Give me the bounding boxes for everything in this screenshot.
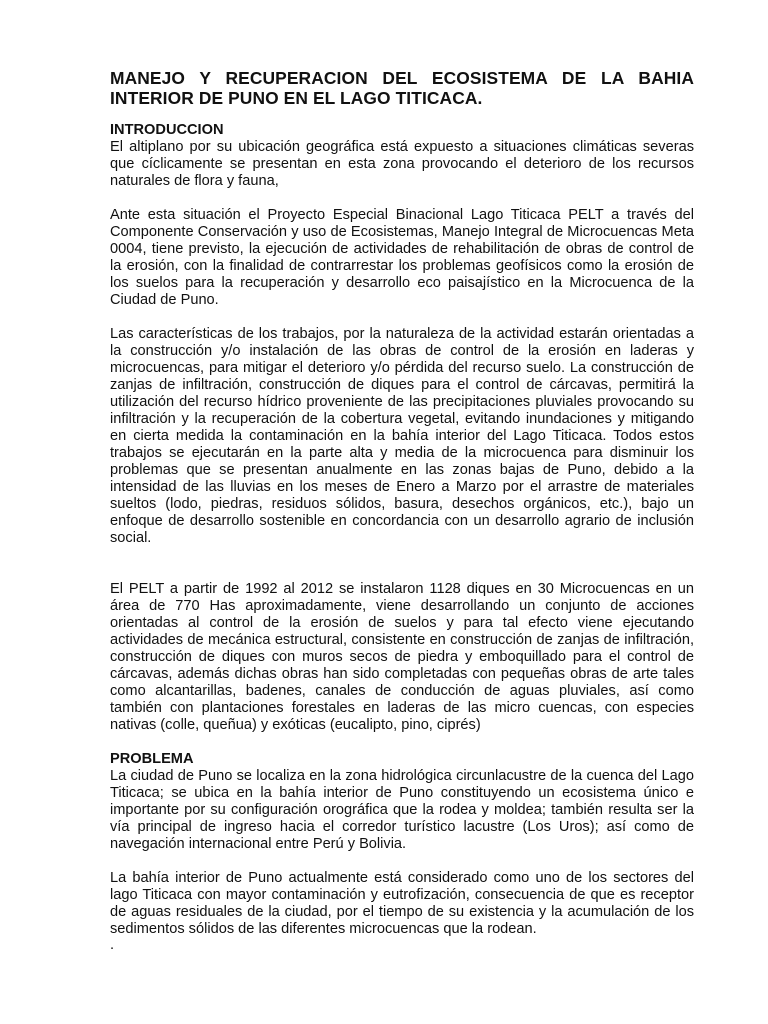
section-introduccion [110, 122, 694, 734]
section-problema [110, 751, 694, 952]
document-title-line-1: MANEJO Y RECUPERACION DEL ECOSISTEMA DE LA BAHIA [110, 68, 694, 88]
paragraph: La ciudad de Puno se localiza en la zona hidrológica circunlacustre de la cuenca del Lago Titicaca; se ubica en la bahía interior de Puno constituyendo un ecosistema único e importante por su configuración orográfica que la rodea y moldea; también resulta ser la vía principal de ingreso hacia el corredor turístico lacustre (Los Uros); así como de navegación internacional entre Perú y Bolivia. [110, 768, 694, 852]
document-title-line-2: INTERIOR DE PUNO EN EL LAGO TITICACA. [110, 88, 483, 108]
section-heading-introduccion: INTRODUCCION [110, 122, 224, 138]
paragraph: Ante esta situación el Proyecto Especial Binacional Lago Titicaca PELT a través del Componente Conservación y uso de Ecosistemas, Manejo Integral de Microcuencas Meta 0004, tiene previsto, la ejecución de actividades de rehabilitación de obras de control de la erosión, con la finalidad de contrarrestar los problemas geofísicos como la erosión de los suelos para la recuperación y desarrollo eco paisajístico en la Microcuenca de la Ciudad de Puno. [110, 207, 694, 308]
document-title [110, 68, 694, 108]
paragraph: Las características de los trabajos, por la naturaleza de la actividad estarán orientadas a la construcción y/o instalación de las obras de control de la erosión en laderas y microcuencas, para mitigar el deterioro y/o pérdida del recurso suelo. La construcción de zanjas de infiltración, construcción de diques para el control de cárcavas, permitirá la utilización del recurso hídrico proveniente de las precipitaciones pluviales provocando su infiltración y la recuperación de la cobertura vegetal, evitando inundaciones y mitigando en cierta medida la contaminación en la bahía interior del Lago Titicaca. Todos estos trabajos se ejecutarán en la parte alta y media de la microcuenca para disminuir los problemas que se presentan anualmente en las zonas bajas de Puno, debido a la intensidad de las lluvias en los meses de Enero a Marzo por el arrastre de materiales sueltos (lodo, piedras, residuos sólidos, basura, desechos orgánicos, etc.), bajo un enfoque de desarrollo sostenible en concordancia con un desarrollo agrario de inclusión social. [110, 326, 694, 546]
section-heading-problema: PROBLEMA [110, 751, 194, 767]
paragraph: La bahía interior de Puno actualmente está considerado como uno de los sectores del lago Titicaca con mayor contaminación y eutrofización, consecuencia de que es receptor de aguas residuales de la ciudad, por el tiempo de su existencia y la acumulación de los sedimentos sólidos de las diferentes microcuencas que la rodean. [110, 870, 694, 937]
paragraph: El altiplano por su ubicación geográfica está expuesto a situaciones climáticas severas que cíclicamente se presentan en esta zona provocando el deterioro de los recursos naturales de flora y fauna, [110, 139, 694, 189]
trailing-mark: . [110, 937, 115, 953]
paragraph: El PELT a partir de 1992 al 2012 se instalaron 1128 diques en 30 Microcuencas en un área de 770 Has aproximadamente, viene desarrollando un conjunto de acciones orientadas al control de la erosión de suelos y para tal efecto viene ejecutando actividades de mecánica estructural, consistente en construcción de zanjas de infiltración, construcción de diques con muros secos de piedra y emboquillado para el control de cárcavas, además dichas obras han sido completadas con pequeñas obras de arte tales como alcantarillas, badenes, canales de conducción de aguas pluviales, así como también con plantaciones forestales en laderas de las micro cuencas, con especies nativas (colle, queñua) y exóticas (eucalipto, pino, ciprés) [110, 581, 694, 733]
